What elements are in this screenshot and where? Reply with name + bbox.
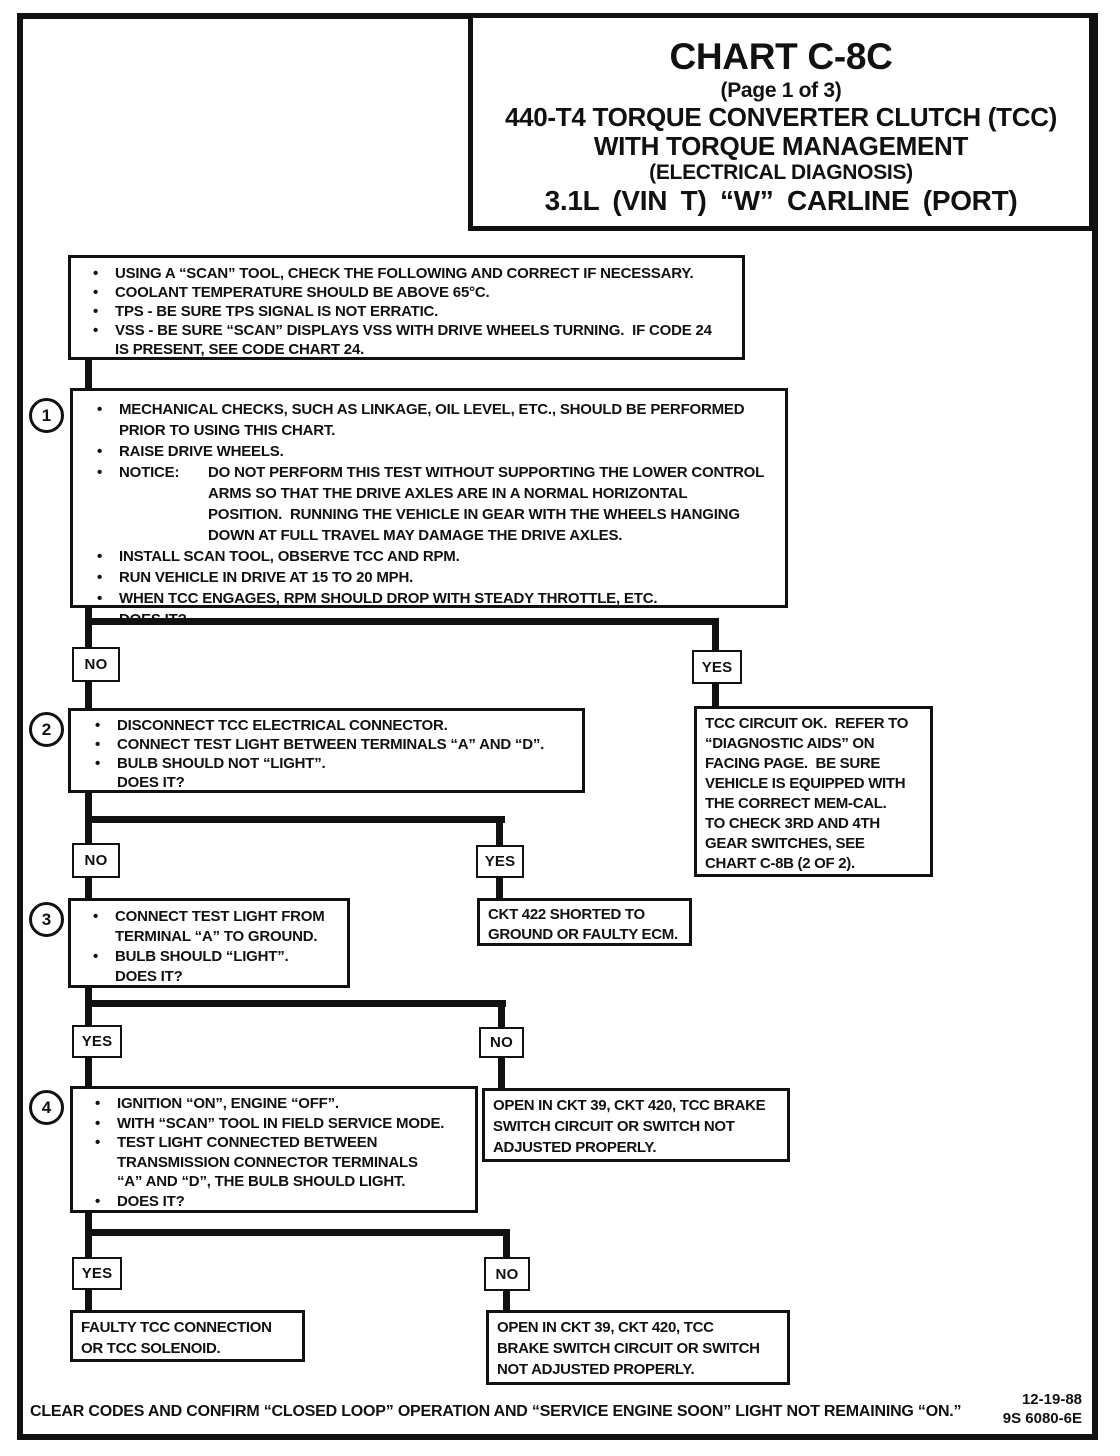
bullet-item: [81, 441, 777, 462]
connector-line: [85, 823, 92, 845]
connector-line: [85, 816, 505, 823]
bullet-icon: •: [95, 1134, 101, 1151]
bullet-text: TPS - BE SURE TPS SIGNAL IS NOT ERRATIC.: [115, 303, 439, 320]
doc-meta: [1003, 1390, 1082, 1428]
bullet-icon: •: [93, 322, 99, 339]
result-text: GROUND OR FAULTY ECM.: [488, 926, 678, 943]
bullet-icon: •: [95, 1095, 101, 1112]
notice-text: POSITION. RUNNING THE VEHICLE IN GEAR WITH THE WHEELS HANGING: [208, 506, 740, 523]
result-text: OPEN IN CKT 39, CKT 420, TCC BRAKE: [493, 1097, 766, 1114]
bullet-text: DOES IT?: [119, 611, 187, 628]
bullet-item: [81, 546, 777, 567]
bullet-text: DISCONNECT TCC ELECTRICAL CONNECTOR.: [117, 717, 448, 734]
decision-yes-1: [692, 650, 742, 684]
connector-line: [496, 876, 503, 900]
step-number-label: 3: [41, 909, 52, 929]
result-faulty-tcc: [70, 1310, 305, 1362]
decision-label: YES: [81, 1265, 113, 1282]
chart-title: CHART C-8C: [669, 36, 893, 77]
bullet-text: CONNECT TEST LIGHT FROM: [115, 908, 325, 925]
result-text: FACING PAGE. BE SURE: [705, 755, 881, 772]
result-text: “DIAGNOSTIC AIDS” ON: [705, 735, 875, 752]
bullet-item: [77, 283, 736, 302]
bullet-icon: •: [93, 284, 99, 301]
decision-label: NO: [84, 852, 108, 869]
connector-line: [496, 823, 503, 847]
bullet-text: TEST LIGHT CONNECTED BETWEEN: [117, 1134, 378, 1151]
bullet-text: VSS - BE SURE “SCAN” DISPLAYS VSS WITH DRIVE WHEELS TURNING. IF CODE 24: [115, 322, 712, 339]
connector-line: [85, 1056, 92, 1088]
step-4-box: [70, 1086, 478, 1213]
result-text: TCC CIRCUIT OK. REFER TO: [705, 715, 909, 732]
bullet-item: [77, 907, 341, 947]
bullet-item: [79, 1192, 469, 1212]
bullet-text: IGNITION “ON”, ENGINE “OFF”.: [117, 1095, 339, 1112]
bullet-item: [77, 264, 736, 283]
connector-line: [85, 681, 92, 709]
connector-line: [503, 1236, 510, 1259]
decision-label: YES: [484, 853, 516, 870]
decision-yes-3: [72, 1025, 122, 1058]
result-text: CKT 422 SHORTED TO: [488, 906, 645, 923]
bullet-text: IS PRESENT, SEE CODE CHART 24.: [115, 341, 365, 358]
result-text: SWITCH CIRCUIT OR SWITCH NOT: [493, 1118, 735, 1135]
decision-no-3: [479, 1027, 524, 1058]
result-text: NOT ADJUSTED PROPERLY.: [497, 1361, 695, 1378]
notice-label: NOTICE:: [119, 464, 180, 481]
step-number-label: 4: [41, 1097, 52, 1117]
bullet-icon: •: [93, 265, 99, 282]
connector-line: [712, 683, 719, 708]
chart-subtitle-2: WITH TORQUE MANAGEMENT: [593, 131, 969, 161]
decision-no-4: [484, 1257, 530, 1291]
bullet-text: BULB SHOULD NOT “LIGHT”.: [117, 755, 326, 772]
bullet-icon: •: [95, 736, 101, 753]
decision-label: NO: [84, 656, 108, 673]
bullet-text: TERMINAL “A” TO GROUND.: [115, 928, 318, 945]
connector-line: [85, 876, 92, 900]
bullet-item: [81, 588, 777, 630]
result-text: VEHICLE IS EQUIPPED WITH: [705, 775, 906, 792]
decision-label: NO: [495, 1265, 519, 1283]
notice-text: ARMS SO THAT THE DRIVE AXLES ARE IN A NORMAL HORIZONTAL: [208, 485, 688, 502]
bullet-text: WHEN TCC ENGAGES, RPM SHOULD DROP WITH STEADY THROTTLE, ETC.: [119, 590, 658, 607]
bullet-text: TRANSMISSION CONNECTOR TERMINALS: [117, 1153, 418, 1171]
step-number-3: [29, 902, 64, 937]
doc-date: 12-19-88: [1021, 1391, 1082, 1408]
bullet-text: DOES IT?: [115, 968, 183, 985]
connector-line: [85, 358, 92, 390]
step-2-box: [68, 708, 585, 793]
doc-code: 9S 6080-6E: [1002, 1410, 1082, 1427]
result-text: ADJUSTED PROPERLY.: [493, 1139, 657, 1156]
bullet-text: WITH “SCAN” TOOL IN FIELD SERVICE MODE.: [117, 1114, 445, 1132]
result-text: OR TCC SOLENOID.: [81, 1340, 221, 1357]
result-text: THE CORRECT MEM-CAL.: [705, 795, 887, 812]
notice-text: DO NOT PERFORM THIS TEST WITHOUT SUPPORTING THE LOWER CONTROL: [208, 464, 765, 481]
bullet-item: [77, 947, 341, 987]
connector-line: [85, 1000, 506, 1007]
decision-label: YES: [701, 658, 733, 676]
bullet-icon: •: [97, 443, 103, 460]
connector-line: [85, 1229, 510, 1236]
step-number-4: [29, 1090, 64, 1125]
bullet-icon: •: [97, 548, 103, 565]
bullet-icon: •: [95, 717, 101, 734]
bullet-icon: •: [95, 1192, 101, 1210]
result-text: BRAKE SWITCH CIRCUIT OR SWITCH: [497, 1340, 760, 1357]
decision-no-1: [72, 647, 120, 682]
chart-subtitle-1: 440-T4 TORQUE CONVERTER CLUTCH (TCC): [504, 102, 1058, 132]
bullet-text: DOES IT?: [117, 774, 185, 791]
bullet-item: [81, 462, 777, 546]
chart-subtitle-3: (ELECTRICAL DIAGNOSIS): [649, 161, 913, 184]
precheck-box: [68, 255, 745, 360]
notice-text: DOWN AT FULL TRAVEL MAY DAMAGE THE DRIVE AXLES.: [208, 527, 623, 544]
bullet-icon: •: [93, 908, 99, 925]
bullet-text: “A” AND “D”, THE BULB SHOULD LIGHT.: [117, 1173, 406, 1190]
bullet-text: COOLANT TEMPERATURE SHOULD BE ABOVE 65°C.: [115, 284, 490, 301]
bullet-text: BULB SHOULD “LIGHT”.: [115, 948, 289, 965]
decision-yes-4: [72, 1257, 122, 1290]
connector-line: [503, 1289, 510, 1312]
result-text: GEAR SWITCHES, SEE: [705, 835, 865, 852]
decision-no-2: [72, 843, 120, 878]
connector-line: [85, 1210, 92, 1231]
connector-line: [498, 1007, 505, 1029]
bullet-item: [79, 1114, 469, 1134]
bullet-icon: •: [95, 755, 101, 772]
bullet-item: [81, 399, 777, 441]
connector-line: [85, 1007, 92, 1027]
connector-line: [498, 1056, 505, 1090]
bullet-icon: •: [97, 569, 103, 586]
decision-label: NO: [490, 1034, 513, 1051]
result-text: OPEN IN CKT 39, CKT 420, TCC: [497, 1319, 714, 1336]
step-3-box: [68, 898, 350, 988]
bullet-icon: •: [97, 590, 103, 607]
step-number-1: [29, 398, 64, 433]
bullet-item: [77, 321, 736, 359]
connector-line: [85, 791, 92, 818]
bullet-icon: •: [97, 401, 103, 418]
connector-line: [85, 1236, 92, 1259]
chart-title-block: [468, 13, 1094, 231]
result-text: TO CHECK 3RD AND 4TH: [705, 815, 880, 832]
bullet-item: [77, 302, 736, 321]
bullet-item: [79, 735, 574, 754]
bullet-text: RUN VEHICLE IN DRIVE AT 15 TO 20 MPH.: [119, 569, 414, 586]
chart-subtitle-4: 3.1L (VIN T) “W” CARLINE (PORT): [544, 185, 1018, 216]
result-open-ckt-upper: [482, 1088, 790, 1162]
decision-label: YES: [81, 1033, 113, 1050]
bullet-icon: •: [93, 303, 99, 320]
connector-line: [85, 1288, 92, 1312]
step-number-2: [29, 712, 64, 747]
bullet-item: [79, 716, 574, 735]
chart-page-indicator: (Page 1 of 3): [720, 79, 842, 102]
bullet-icon: •: [93, 948, 99, 965]
bullet-text: DOES IT?: [117, 1192, 185, 1210]
result-text: CHART C-8B (2 OF 2).: [705, 855, 855, 872]
step-number-label: 2: [41, 719, 52, 739]
step-1-box: [70, 388, 788, 628]
bullet-text: RAISE DRIVE WHEELS.: [119, 443, 284, 460]
result-text: FAULTY TCC CONNECTION: [81, 1319, 272, 1336]
bullet-text: PRIOR TO USING THIS CHART.: [119, 422, 336, 439]
bullet-text: CONNECT TEST LIGHT BETWEEN TERMINALS “A” AND “D”.: [117, 736, 545, 753]
bullet-icon: •: [95, 1114, 101, 1132]
bullet-text: MECHANICAL CHECKS, SUCH AS LINKAGE, OIL LEVEL, ETC., SHOULD BE PERFORMED: [119, 401, 745, 418]
step-number-label: 1: [41, 405, 52, 425]
bullet-item: [79, 1133, 469, 1192]
result-open-ckt-lower: [486, 1310, 790, 1385]
bullet-text: INSTALL SCAN TOOL, OBSERVE TCC AND RPM.: [119, 548, 460, 565]
bullet-text: USING A “SCAN” TOOL, CHECK THE FOLLOWING AND CORRECT IF NECESSARY.: [115, 265, 694, 282]
decision-yes-2: [476, 845, 524, 878]
bullet-item: [79, 754, 574, 792]
footer-note: CLEAR CODES AND CONFIRM “CLOSED LOOP” OPERATION AND “SERVICE ENGINE SOON” LIGHT NOT REMAINING “ON.”: [30, 1403, 962, 1420]
result-ckt-422: [477, 898, 692, 946]
bullet-item: [79, 1094, 469, 1114]
bullet-icon: •: [97, 464, 103, 481]
result-tcc-circuit-ok: [694, 706, 933, 877]
bullet-item: [81, 567, 777, 588]
